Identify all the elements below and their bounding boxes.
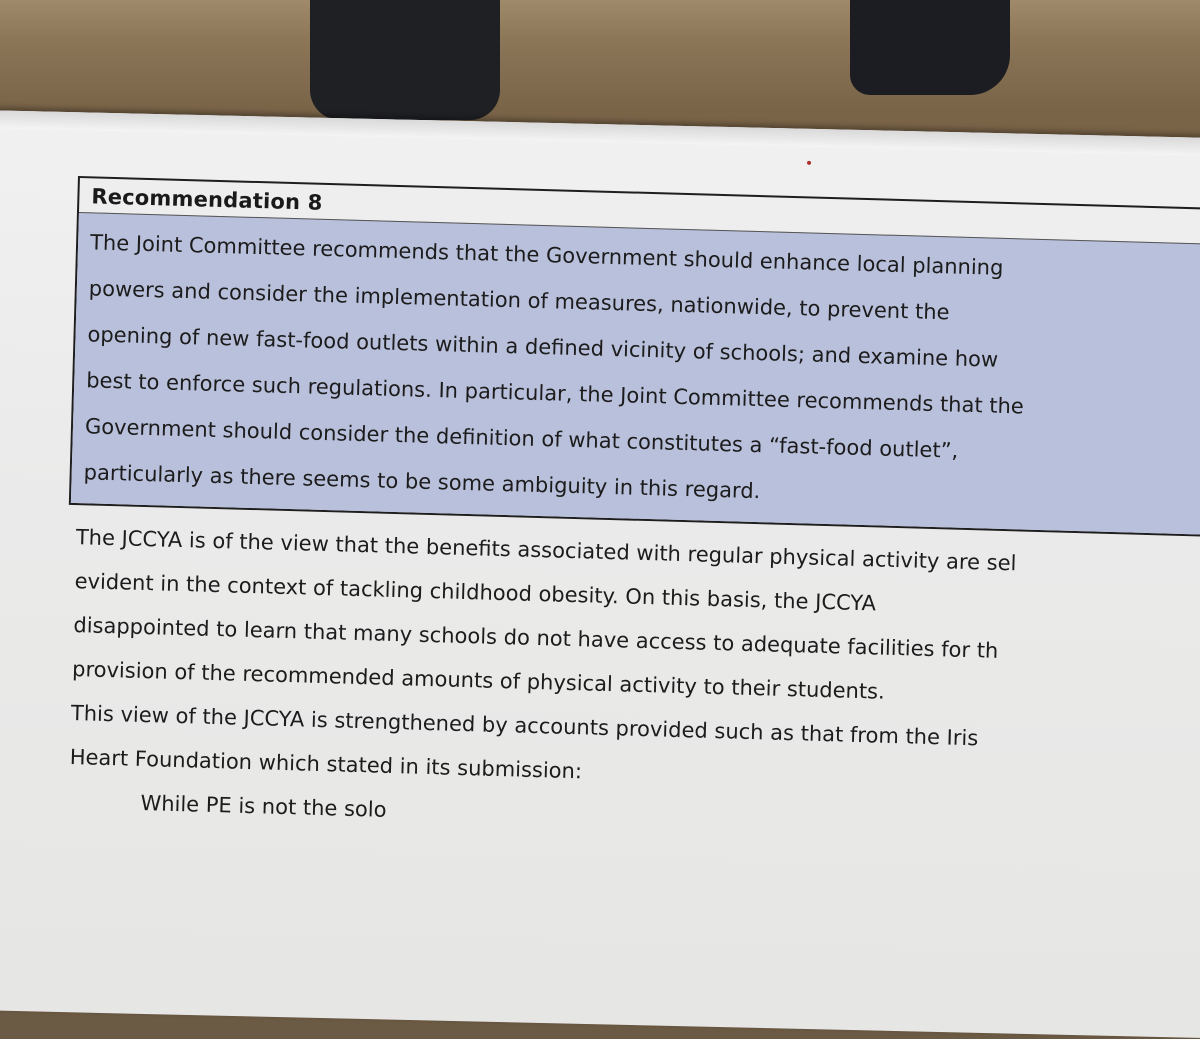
paragraph-line: Heart Foundation which stated in its submission: bbox=[69, 745, 583, 784]
paragraph-line: disappointed to learn that many schools do not have access to adequate facilities for th bbox=[73, 613, 999, 663]
ink-dot bbox=[807, 161, 811, 165]
recommendation-body bbox=[71, 212, 1200, 535]
recommendation-line: particularly as there seems to be some ambiguity in this regard. bbox=[83, 460, 761, 504]
background-object-right bbox=[850, 0, 1010, 95]
paragraph-line: evident in the context of tackling childhood obesity. On this basis, the JCCYA bbox=[74, 569, 877, 616]
paragraph-line: provision of the recommended amounts of physical activity to their students. bbox=[71, 657, 886, 704]
recommendation-line: powers and consider the implementation of measures, nationwide, to prevent the bbox=[88, 276, 950, 325]
body-paragraph-1 bbox=[64, 515, 1200, 723]
recommendation-line: Government should consider the definition of what constitutes a “fast-food outlet”, bbox=[84, 414, 959, 463]
paragraph-line: This view of the JCCYA is strengthened by accounts provided such as that from the Iris bbox=[70, 701, 979, 751]
recommendation-box bbox=[69, 176, 1200, 537]
page-content bbox=[60, 176, 1200, 856]
recommendation-line: opening of new fast-food outlets within a defined vicinity of schools; and examine how bbox=[87, 322, 999, 372]
background-object-left bbox=[310, 0, 500, 120]
recommendation-title: Recommendation 8 bbox=[91, 184, 323, 215]
recommendation-line: The Joint Committee recommends that the Government should enhance local planning bbox=[89, 230, 1004, 280]
recommendation-line: best to enforce such regulations. In particular, the Joint Committee recommends that the bbox=[85, 368, 1025, 419]
quote-line: While PE is not the solo bbox=[140, 790, 387, 822]
paragraph-line: The JCCYA is of the view that the benefits associated with regular physical activity are sel bbox=[75, 525, 1017, 576]
